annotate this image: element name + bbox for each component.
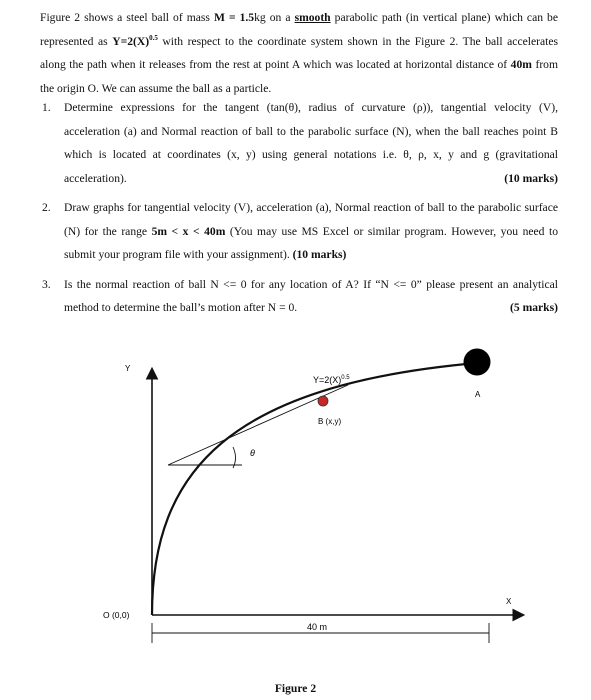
point-b-label: B (x,y): [318, 417, 342, 426]
intro-text: with respect to the coordinate system shown in the Figure 2. The ball accelerates along the path when it releases from the rest at point A which was located at horizontal distance of: [40, 34, 559, 71]
point-b-marker: [318, 396, 328, 406]
range-value: 5m < x < 40m: [151, 224, 226, 238]
intro-text: kg on a: [254, 11, 295, 24]
smooth-word: smooth: [294, 11, 331, 24]
equation-exponent: 0.5: [149, 33, 158, 42]
question-marks: (10 marks): [292, 248, 347, 261]
curve-exponent: 0.5: [341, 375, 350, 381]
point-a-label: A: [475, 390, 481, 399]
question-marks: (5 marks): [510, 301, 558, 314]
question-number: 3.: [42, 277, 51, 291]
y-axis-label: Y: [125, 364, 131, 373]
theta-label: θ: [250, 448, 255, 458]
question-number: 2.: [42, 201, 51, 214]
intro-text: Figure 2 shows a steel ball of mass: [40, 11, 214, 24]
mass-value: M = 1.5: [213, 11, 255, 24]
parabolic-path: [152, 363, 477, 615]
question-text: Is the normal reaction of ball N <= 0 for any location of A? If “N <= 0” please present an analytical method to determine the ball’s motion after N = 0.: [64, 277, 558, 314]
x-axis-label: X: [506, 597, 512, 606]
question-text: Draw graphs for tangential velocity (V), acceleration (a), Normal reaction of ball to the parabolic surface (N) for the range: [64, 201, 558, 238]
distance-value: 40m: [510, 58, 532, 71]
curve-equation-label: [313, 375, 350, 385]
intro-text: from the origin O. We can assume the ball as a particle.: [40, 58, 558, 95]
curve-equation: Y=2(X): [313, 375, 342, 385]
question-text: Determine expressions for the tangent (tan(θ), radius of curvature (ρ)), tangential velocity (V), acceleration (a) and Normal reaction of ball to the parabolic surface (N), when the ball reaches point B which is located at coordinates (x, y) using general notations i.e. θ, ρ, x, y and g (gravitational acceleration).: [64, 101, 558, 185]
dimension-label: 40 m: [307, 622, 328, 632]
steel-ball: [464, 349, 491, 376]
intro-text: parabolic path (in vertical plane) which can be represented as: [40, 11, 559, 48]
origin-label: O (0,0): [103, 610, 130, 620]
figure-caption: Figure 2: [274, 682, 317, 695]
question-text: (You may use MS Excel or similar program. However, you need to submit your program file with your assignment).: [64, 224, 559, 261]
path-equation: Y=2(X): [112, 34, 150, 48]
question-number: 1.: [42, 101, 51, 114]
question-marks: (10 marks): [504, 171, 558, 185]
